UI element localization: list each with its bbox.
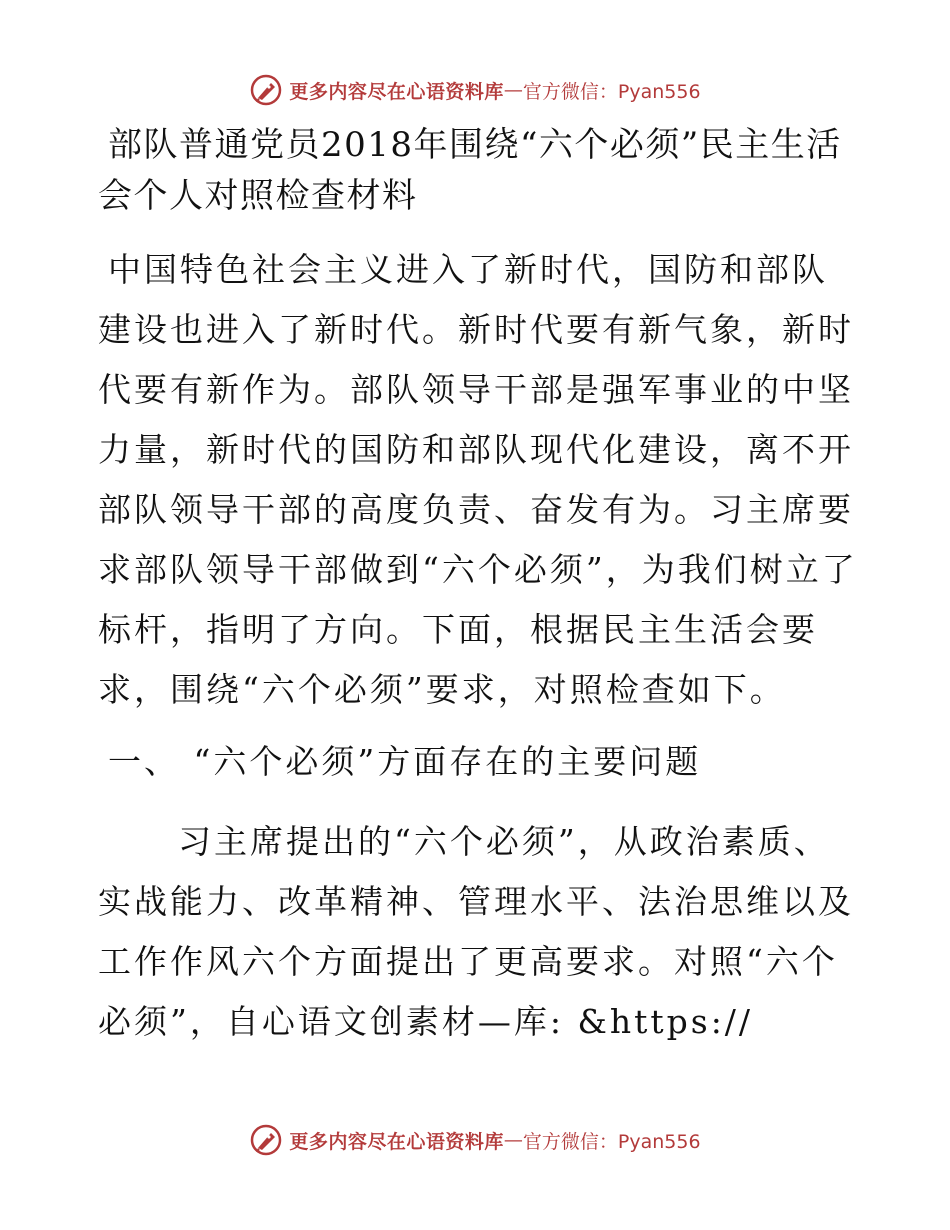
banner-brand-text: 更多内容尽在心语资料库 xyxy=(289,80,504,103)
section-1-paragraph: 习主席提出的“六个必须”，从政治素质、实战能力、改革精神、管理水平、法治思维以及工作作风六个方面提出了更高要求。对照“六个必须”，自心语文创素材—库: &https:// xyxy=(98,822,854,1041)
section-heading-1: 一、 “六个必须”方面存在的主要问题 xyxy=(108,742,702,781)
header-banner xyxy=(0,70,950,110)
pen-nib-logo-icon xyxy=(249,73,283,107)
intro-paragraph: 中国特色社会主义进入了新时代，国防和部队建设也进入了新时代。新时代要有新气象，新时代要有新作为。部队领导干部是强军事业的中坚力量，新时代的国防和部队现代化建设，离不开部队领导干部的高度负责、奋发有为。习主席要求部队领导干部做到“六个必须”，为我们树立了标杆，指明了方向。下面，根据民主生活会要求，围绕“六个必须”要求，对照检查如下。 xyxy=(98,250,858,709)
document-body xyxy=(98,120,858,1064)
banner-dash: — xyxy=(503,79,523,101)
pen-nib-logo-icon xyxy=(249,1123,283,1157)
footer-banner xyxy=(0,1120,950,1160)
banner-brand-text: 更多内容尽在心语资料库 xyxy=(289,1130,504,1153)
banner-dash: — xyxy=(503,1129,523,1151)
banner-wechat-text: 官方微信：Pyan556 xyxy=(522,80,701,103)
document-title: 部队普通党员2018年围绕“六个必须”民主生活会个人对照检查材料 xyxy=(98,125,842,216)
banner-wechat-text: 官方微信：Pyan556 xyxy=(522,1130,701,1153)
